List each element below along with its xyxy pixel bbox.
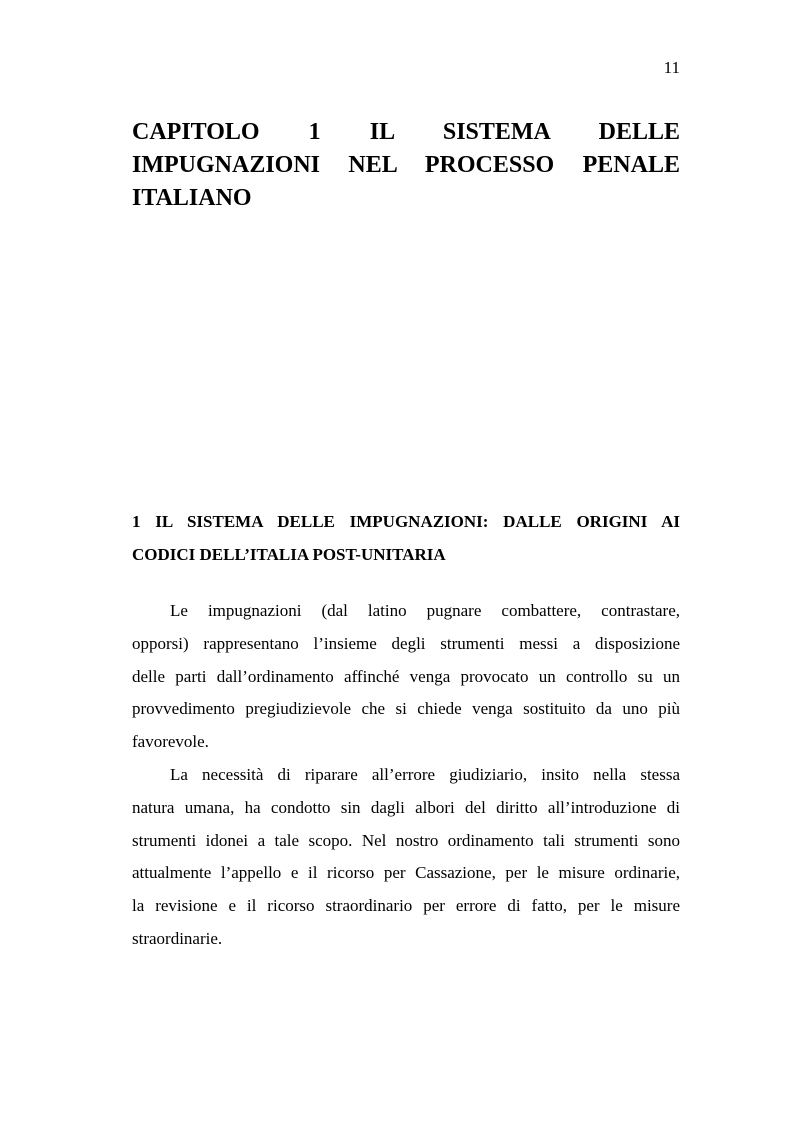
paragraph-line: provvedimento pregiudizievole che si chiede venga sostituito da uno più	[132, 699, 680, 719]
paragraph-line: favorevole.	[132, 732, 209, 752]
section-heading-line: CODICI DELL’ITALIA POST-UNITARIA	[132, 545, 446, 564]
chapter-title	[132, 116, 680, 215]
paragraph-line: straordinarie.	[132, 928, 223, 948]
paragraph	[132, 759, 680, 956]
chapter-title-line: IMPUGNAZIONI NEL PROCESSO PENALE	[132, 152, 680, 178]
paragraph-line: attualmente l’appello e il ricorso per Cassazione, per le misure ordinarie,	[132, 863, 680, 883]
chapter-title-line: CAPITOLO 1 IL SISTEMA DELLE	[132, 119, 680, 145]
page-number: 11	[663, 58, 680, 77]
paragraph-line: Le impugnazioni (dal latino pugnare combattere, contrastare,	[170, 601, 680, 620]
paragraph-line: La necessità di riparare all’errore giudiziario, insito nella stessa	[170, 764, 680, 784]
paragraph-line: natura umana, ha condotto sin dagli albori del diritto all’introduzione di	[132, 797, 680, 817]
chapter-title-line: ITALIANO	[132, 185, 252, 211]
paragraph-line: la revisione e il ricorso straordinario per errore di fatto, per le misure	[132, 896, 680, 916]
paragraph-line: opporsi) rappresentano l’insieme degli strumenti messi a disposizione	[132, 633, 680, 653]
section-heading-line: 1 IL SISTEMA DELLE IMPUGNAZIONI: DALLE ORIGINI AI	[132, 512, 680, 531]
body-text	[132, 595, 680, 956]
section-heading	[132, 505, 680, 571]
paragraph	[132, 595, 680, 759]
paragraph-line: delle parti dall’ordinamento affinché venga provocato un controllo su un	[132, 666, 680, 686]
paragraph-line: strumenti idonei a tale scopo. Nel nostro ordinamento tali strumenti sono	[132, 830, 680, 850]
